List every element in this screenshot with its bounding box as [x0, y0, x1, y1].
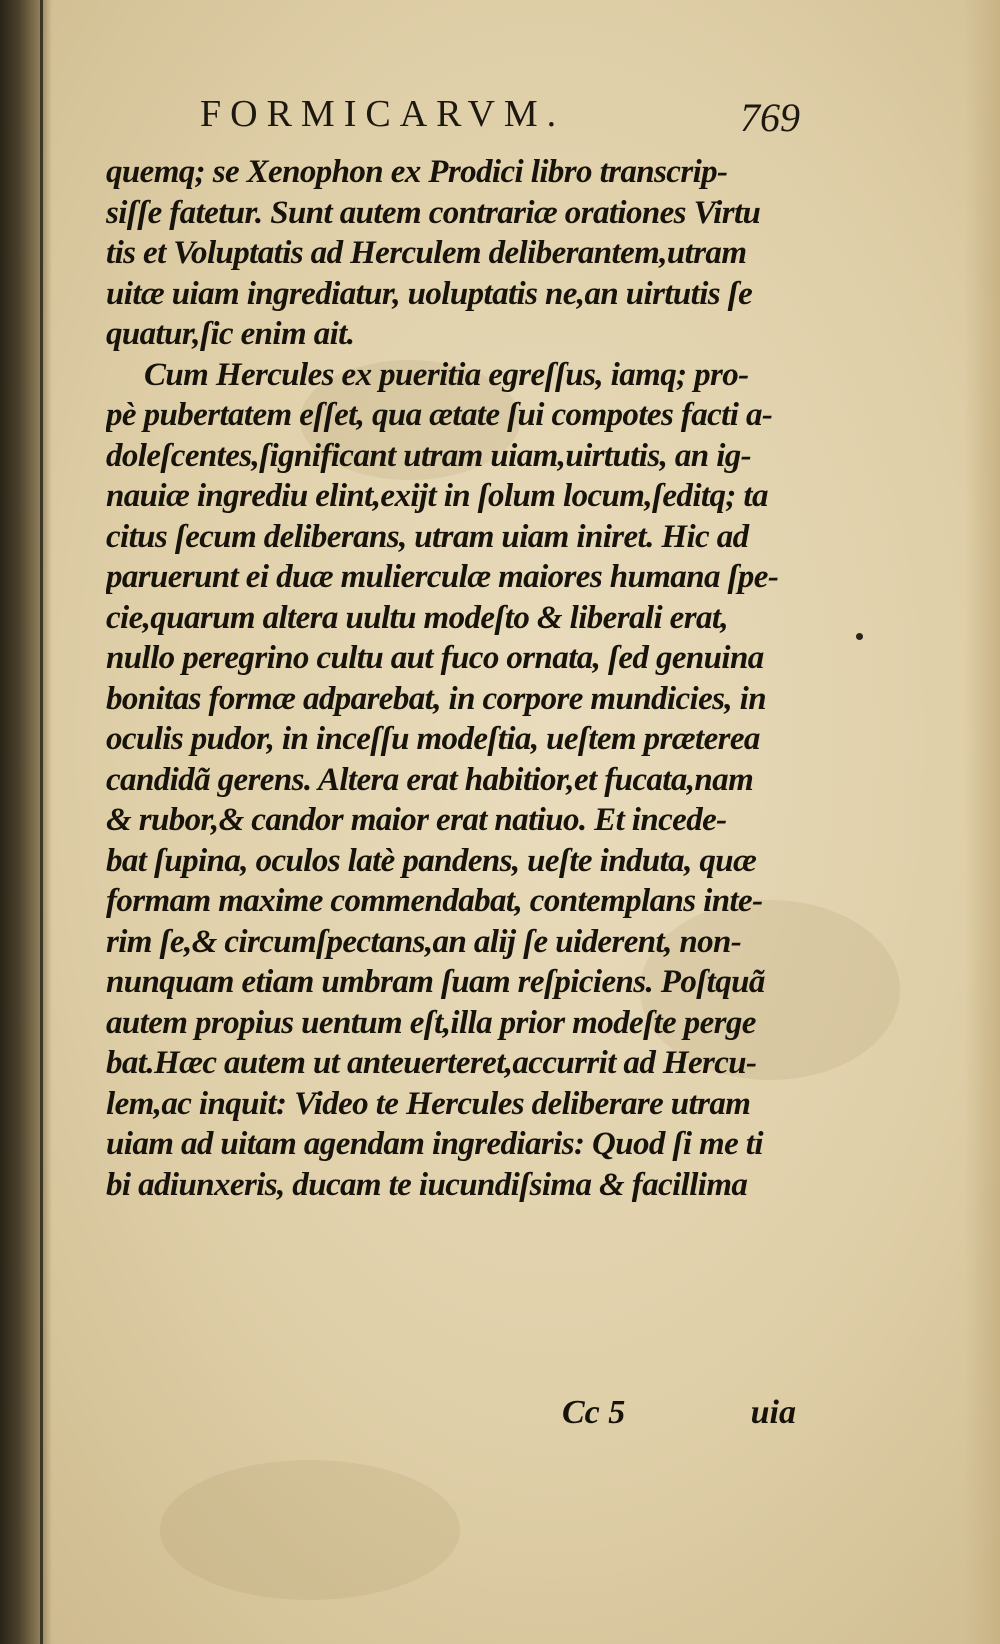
- binding-edge-line: [40, 0, 43, 1644]
- text-line: uiam ad uitam agendam ingrediaris: Quod ſi me ti: [106, 1126, 763, 1162]
- text-line: paruerunt ei duæ mulierculæ maiores humana ſpe-: [106, 559, 779, 595]
- catchword: uia: [750, 1394, 796, 1431]
- body-text: [106, 152, 796, 1205]
- text-line: & rubor,& candor maior erat natiuo. Et incede-: [106, 802, 727, 838]
- text-line: nunquam etiam umbram ſuam reſpiciens. Poſtquã: [106, 964, 765, 1000]
- text-line: autem propius uentum eſt,illa prior modeſte perge: [106, 1004, 756, 1041]
- page-footer: [106, 1394, 796, 1438]
- text-line: pè pubertatem eſſet, qua ætate ſui compotes facti a-: [106, 397, 773, 433]
- text-line: formam maxime commendabat, contemplans inte-: [106, 883, 763, 919]
- page-number: 769: [740, 95, 800, 140]
- text-line: candidã gerens. Altera erat habitior,et fucata,nam: [106, 761, 754, 798]
- ink-speck: [856, 633, 863, 640]
- text-line: nullo peregrino cultu aut fuco ornata, ſed genuina: [106, 640, 764, 676]
- text-line: tis et Voluptatis ad Herculem deliberantem,utram: [106, 235, 747, 271]
- signature-mark: Cc 5: [562, 1394, 626, 1431]
- text-line: citus ſecum deliberans, utram uiam iniret. Hic ad: [106, 518, 749, 555]
- text-line: nauiæ ingrediu elint,exijt in ſolum locum,ſeditq; ta: [106, 478, 768, 514]
- running-title: FORMICARVM.: [200, 93, 566, 135]
- text-line: bat ſupina, oculos latè pandens, ueſte induta, quæ: [106, 842, 757, 879]
- text-line: bonitas formæ adparebat, in corpore mundicies, in: [106, 680, 766, 717]
- text-line: bi adiunxeris, ducam te iucundiſsima & facillima: [106, 1166, 748, 1203]
- text-line: bat.Hæc autem ut anteuerteret,accurrit ad Hercu-: [106, 1045, 757, 1081]
- page-header: [200, 92, 800, 142]
- text-line: rim ſe,& circumſpectans,an alij ſe uiderent, non-: [106, 923, 742, 960]
- text-line: quemq; se Xenophon ex Prodici libro transcrip-: [106, 154, 728, 190]
- text-line: oculis pudor, in inceſſu modeſtia, ueſtem præterea: [106, 721, 760, 757]
- paper-stain: [160, 1460, 460, 1600]
- text-line: uitæ uiam ingrediatur, uoluptatis ne,an uirtutis ſe: [106, 275, 753, 312]
- text-line: cie,quarum altera uultu modeſto & liberali erat,: [106, 599, 729, 636]
- text-line: siſſe fatetur. Sunt autem contrariæ orationes Virtu: [106, 194, 761, 231]
- binding-gutter: [0, 0, 52, 1644]
- page-edge-shade: [964, 0, 1000, 1644]
- text-line: doleſcentes,ſignificant utram uiam,uirtutis, an ig-: [106, 437, 752, 474]
- text-line: lem,ac inquit: Video te Hercules deliberare utram: [106, 1085, 751, 1122]
- text-line: Cum Hercules ex pueritia egreſſus, iamq; pro-: [144, 356, 749, 393]
- text-line: quatur,ſic enim ait.: [106, 316, 355, 352]
